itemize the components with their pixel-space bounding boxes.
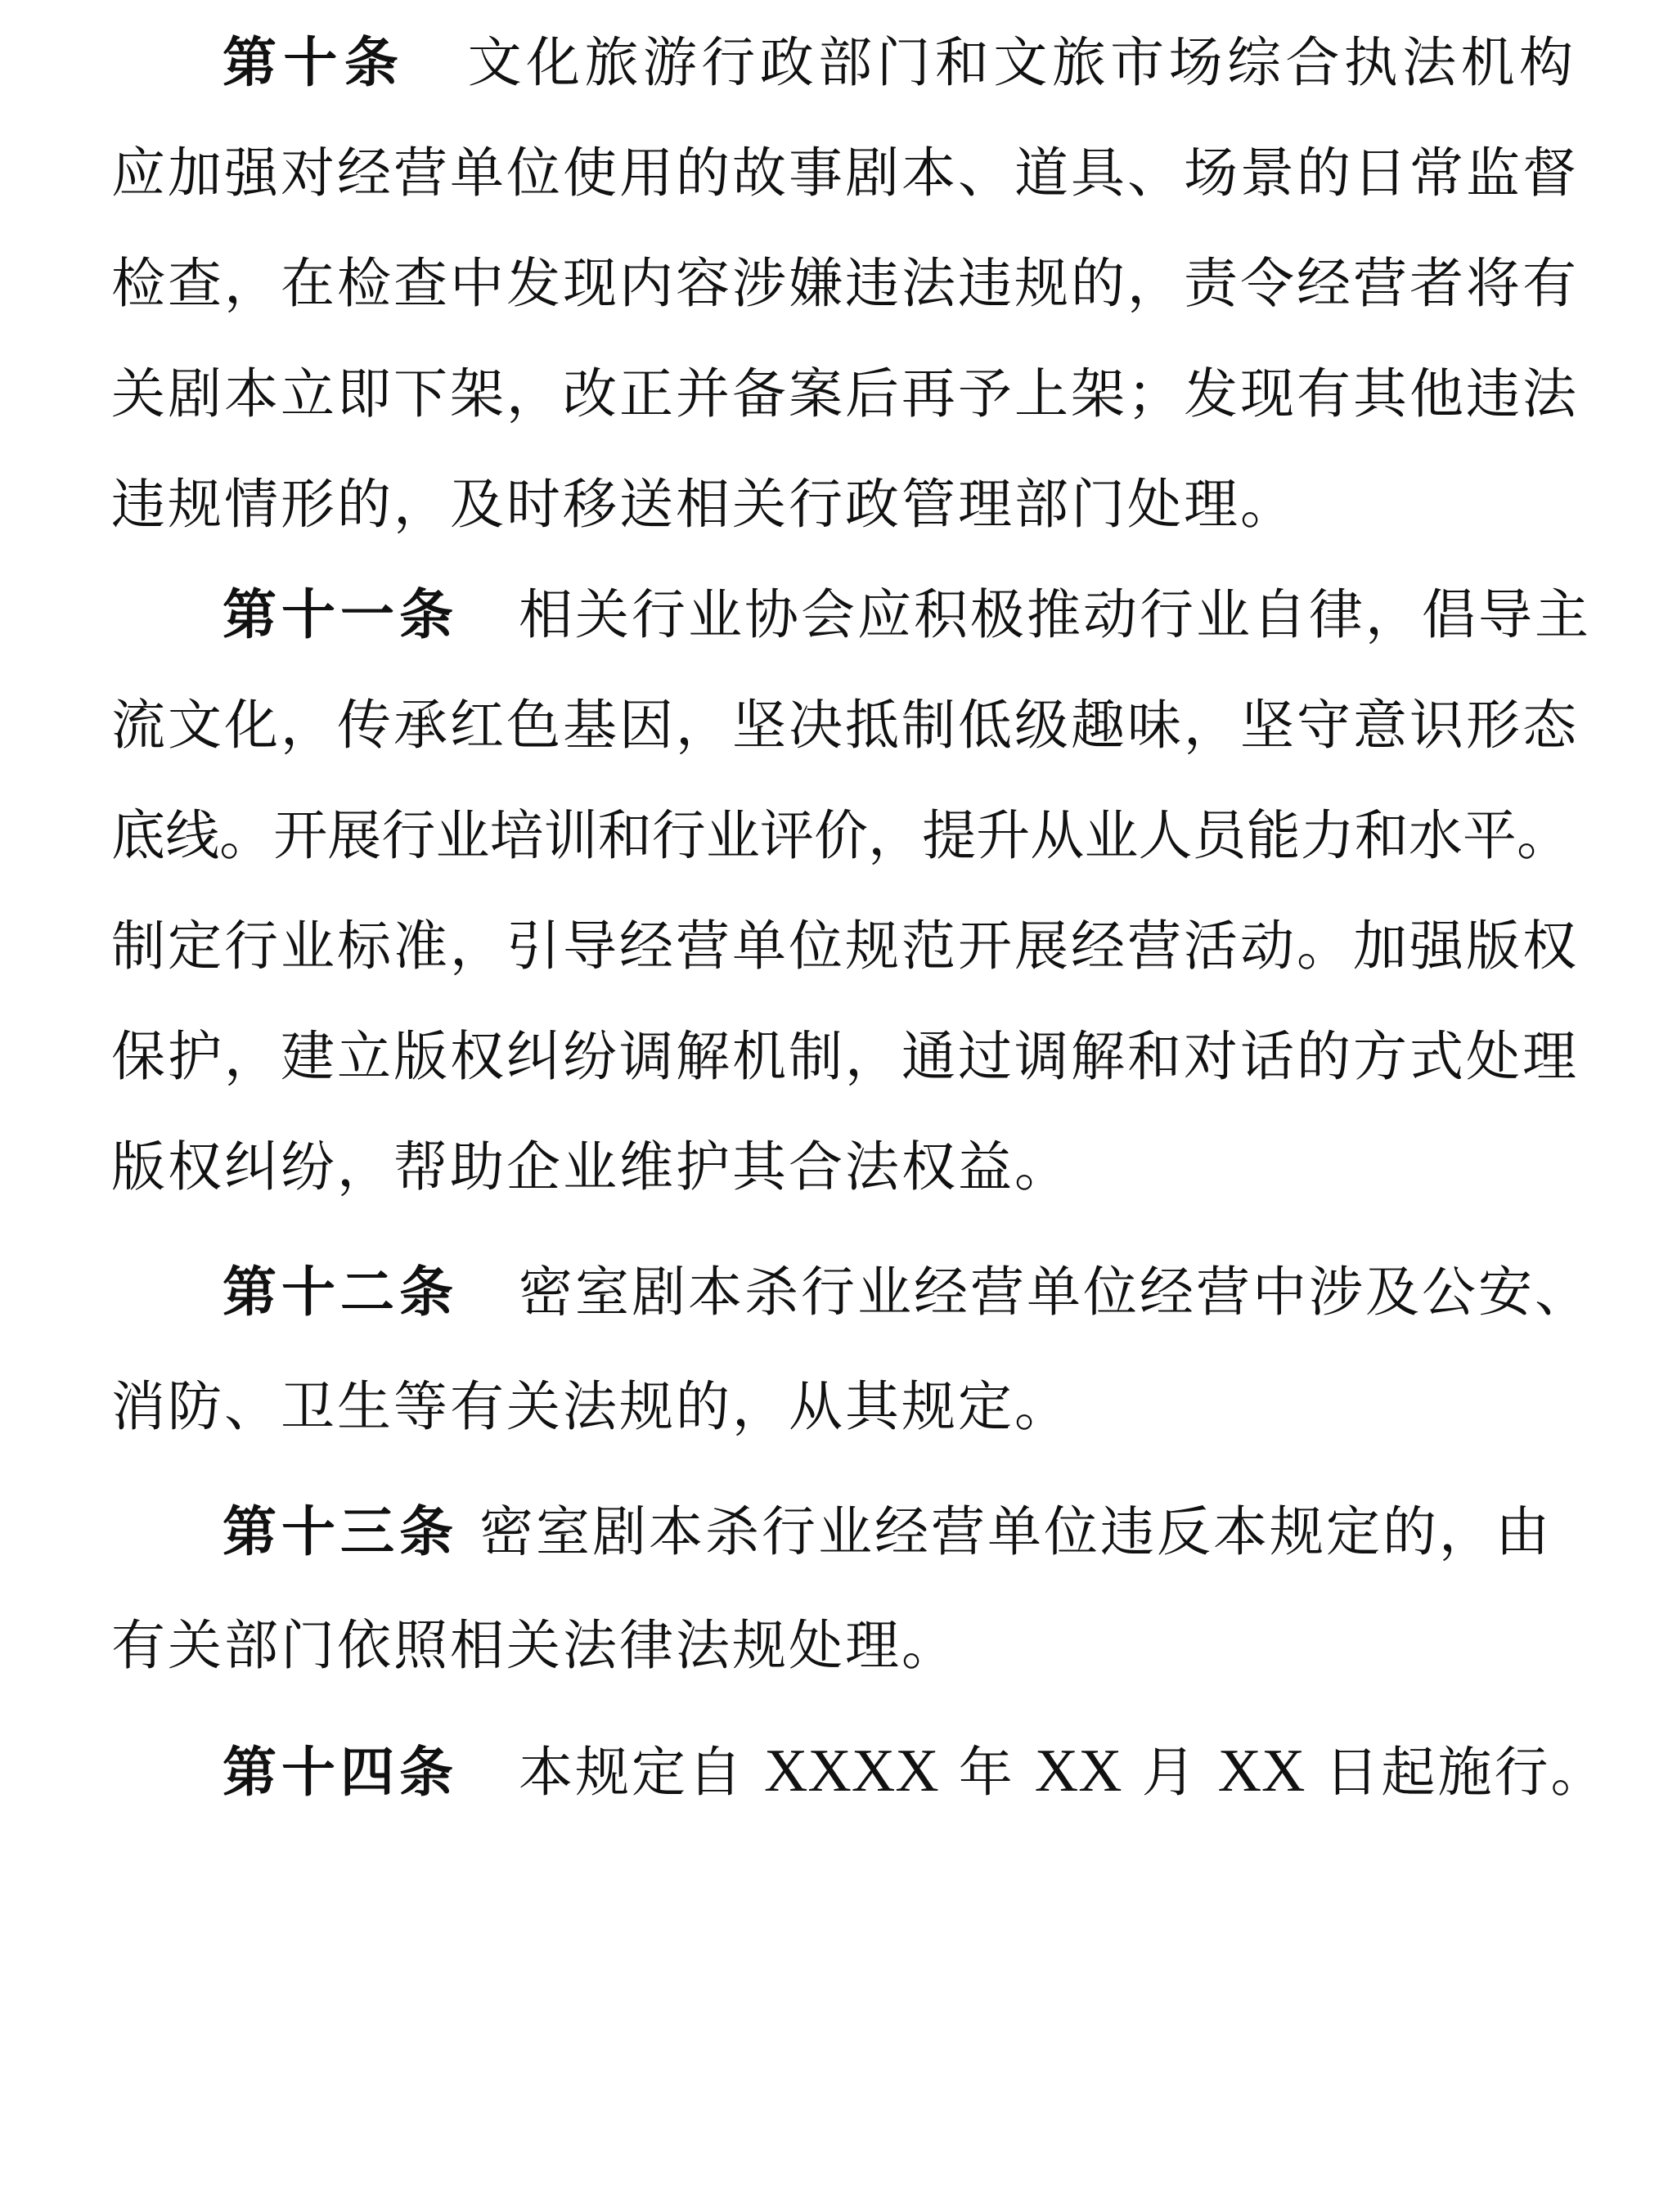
article-11-heading: 第十一条 xyxy=(223,583,458,646)
article-14-month: XX xyxy=(1034,1738,1122,1805)
article-11-line-6: 版权纠纷，帮助企业维护其合法权益。 xyxy=(111,1135,1071,1198)
article-10-line-4: 关剧本立即下架，改正并备案后再予上架；发现有其他违法 xyxy=(111,362,1579,425)
article-12-text-1: 密室剧本杀行业经营单位经营中涉及公安、 xyxy=(519,1261,1591,1324)
article-13-line-2: 有关部门依照相关法律法规处理。 xyxy=(111,1614,958,1677)
article-11-line-3: 底线。开展行业培训和行业评价，提升从业人员能力和水平。 xyxy=(111,804,1571,867)
article-10-line-2: 应加强对经营单位使用的故事剧本、道具、场景的日常监督 xyxy=(111,142,1579,205)
article-11-line-4: 制定行业标准，引导经营单位规范开展经营活动。加强版权 xyxy=(111,915,1579,978)
article-11-text-1: 相关行业协会应积极推动行业自律，倡导主 xyxy=(519,583,1591,646)
article-12-heading: 第十二条 xyxy=(223,1261,458,1324)
article-14-text-a: 本规定自 xyxy=(519,1741,744,1804)
article-14-text-c: 月 xyxy=(1141,1741,1198,1804)
article-10-line-5: 违规情形的，及时移送相关行政管理部门处理。 xyxy=(111,473,1297,536)
article-11-line-1 xyxy=(223,566,1591,664)
article-13-text-1: 密室剧本杀行业经营单位违反本规定的，由 xyxy=(479,1500,1552,1563)
article-14-line-1 xyxy=(223,1722,1607,1820)
article-14-day: XX xyxy=(1217,1738,1306,1805)
article-12-line-2: 消防、卫生等有关法规的，从其规定。 xyxy=(111,1375,1071,1438)
article-12-line-1 xyxy=(223,1243,1591,1342)
article-14-text-b: 年 xyxy=(958,1741,1015,1804)
article-13-line-1 xyxy=(223,1483,1552,1581)
article-10-heading: 第十条 xyxy=(223,31,406,94)
article-14-year: XXXX xyxy=(763,1738,939,1805)
article-10-text-1: 文化旅游行政部门和文旅市场综合执法机构 xyxy=(465,31,1576,94)
article-11-line-5: 保护，建立版权纠纷调解机制，通过调解和对话的方式处理 xyxy=(111,1025,1579,1088)
article-14-heading: 第十四条 xyxy=(223,1741,458,1804)
article-10-line-3: 检查，在检查中发现内容涉嫌违法违规的，责令经营者将有 xyxy=(111,252,1579,315)
article-11-line-2: 流文化，传承红色基因，坚决抵制低级趣味，坚守意识形态 xyxy=(111,694,1579,757)
article-14-text-d: 日起施行。 xyxy=(1324,1741,1607,1804)
article-10-line-1 xyxy=(223,14,1576,112)
article-13-heading: 第十三条 xyxy=(223,1500,458,1563)
